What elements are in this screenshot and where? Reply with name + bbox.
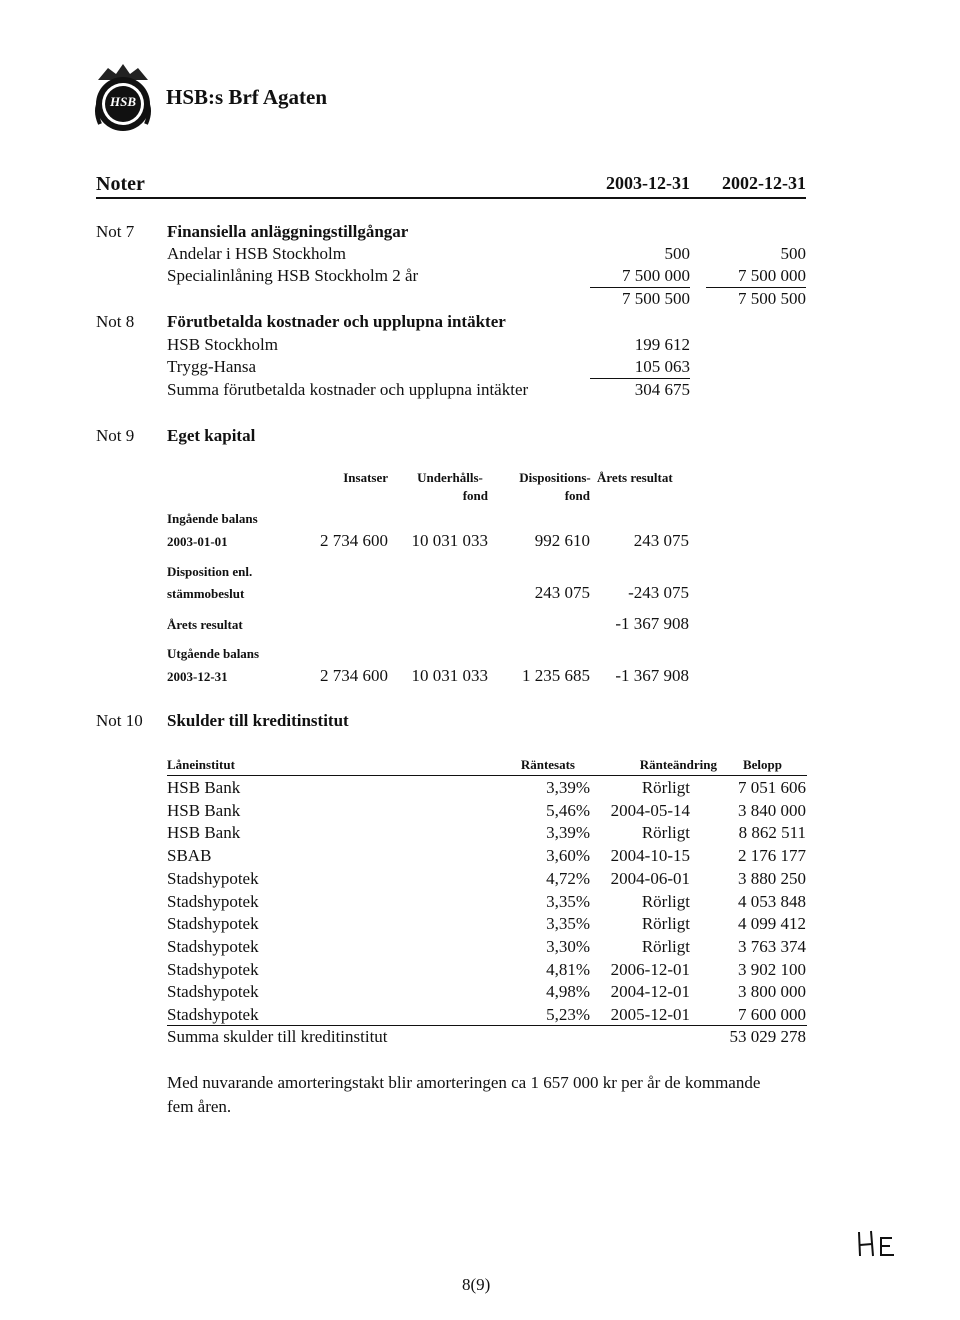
note9-row1-insatser: 2 734 600 [320, 531, 388, 550]
org-title: HSB:s Brf Agaten [166, 85, 328, 109]
note7-label: Not 7 [96, 222, 135, 241]
note10-label: Not 10 [96, 711, 143, 730]
loan-row-11-rantesats: 5,23% [546, 1005, 590, 1024]
note10-col-belopp: Belopp [742, 757, 782, 772]
note8-label: Not 8 [96, 312, 135, 331]
loan-row-9-institut: Stadshypotek [167, 959, 259, 979]
loan-row-9-rantandring: 2006-12-01 [610, 959, 690, 979]
loan-row-6-institut: Stadshypotek [167, 891, 259, 911]
note9-row4-disp: 1 235 685 [522, 666, 590, 685]
loan-row-6-belopp: 4 053 848 [738, 891, 806, 911]
loan-row-7-rantesats: 3,35% [546, 914, 590, 934]
loan-row-8-rantesats: 3,30% [546, 936, 590, 956]
note10-footnote-line2: fem åren. [167, 1097, 232, 1116]
note9-row1-disp: 992 610 [534, 531, 590, 550]
loan-row-4-rantesats: 3,60% [546, 846, 590, 866]
note7-row2-text: Specialinlåning HSB Stockholm 2 år [167, 266, 419, 285]
loan-row-7-belopp: 4 099 412 [738, 914, 806, 934]
loan-row-9-belopp: 3 902 100 [738, 959, 806, 979]
note10-header-rule [167, 775, 807, 776]
note7-rule-2 [706, 287, 806, 288]
note10-footnote-line1: Med nuvarande amorteringstakt blir amorteringen ca 1 657 000 kr per år de kommande [167, 1073, 761, 1092]
note10-heading: Skulder till kreditinstitut [167, 711, 349, 730]
note8-rule [590, 378, 690, 379]
loan-row-11-belopp: 7 600 000 [738, 1005, 806, 1024]
note7-row1-text: Andelar i HSB Stockholm [167, 244, 346, 263]
signature-icon [856, 1228, 900, 1260]
loan-row-4-rantandring: 2004-10-15 [610, 846, 690, 866]
note9-row4-arets: -1 367 908 [615, 666, 689, 685]
note9-row2-arets: -243 075 [628, 583, 689, 602]
note7-row1-v1: 500 [664, 244, 690, 263]
loan-row-10-belopp: 3 800 000 [738, 982, 806, 1002]
note10-total-value: 53 029 278 [729, 1027, 806, 1046]
loan-row-10-rantandring: 2004-12-01 [610, 982, 690, 1002]
note8-row1-text: HSB Stockholm [167, 335, 278, 354]
loan-row-6-rantesats: 3,35% [546, 891, 590, 911]
loan-row-8-belopp: 3 763 374 [738, 936, 806, 956]
note9-row1-underhall: 10 031 033 [411, 531, 488, 550]
loan-row-2-institut: HSB Bank [167, 800, 241, 820]
col-2003: 2003-12-31 [606, 173, 690, 193]
note7-total-v2: 7 500 500 [738, 289, 806, 308]
note8-row3-text: Summa förutbetalda kostnader och upplupna intäkter [167, 380, 529, 399]
loan-row-3-rantesats: 3,39% [546, 823, 590, 843]
note9-row2-label1: Disposition enl. [167, 564, 253, 579]
loan-row-1-rantesats: 3,39% [546, 778, 590, 797]
page-number: 8(9) [462, 1275, 491, 1294]
note9-col-disp-2: fond [564, 488, 590, 503]
loan-row-11-institut: Stadshypotek [167, 1005, 259, 1024]
note8-row1-v1: 199 612 [634, 335, 690, 354]
hsb-logo [92, 60, 154, 134]
loan-row-3-institut: HSB Bank [167, 823, 241, 843]
loan-row-2-rantandring: 2004-05-14 [610, 800, 690, 820]
col-2002: 2002-12-31 [722, 173, 806, 193]
loan-row-3-rantandring: Rörligt [641, 823, 690, 843]
note9-row3-arets: -1 367 908 [615, 614, 689, 633]
note8-heading: Förutbetalda kostnader och upplupna intäkter [167, 312, 506, 331]
loan-row-1-rantandring: Rörligt [641, 778, 690, 797]
handwritten-initials [856, 1228, 900, 1265]
loan-row-4-institut: SBAB [167, 846, 212, 866]
note9-col-insatser: Insatser [343, 470, 388, 485]
loan-row-5-belopp: 3 880 250 [738, 868, 806, 888]
loan-row-3-belopp: 8 862 511 [738, 823, 806, 843]
loan-row-5-rantesats: 4,72% [546, 868, 590, 888]
note7-rule-1 [590, 287, 690, 288]
loan-row-5-rantandring: 2004-06-01 [610, 868, 690, 888]
note10-col-rantandring: Ränteändring [639, 757, 717, 772]
note7-heading: Finansiella anläggningstillgångar [167, 222, 409, 241]
loan-row-7-rantandring: Rörligt [641, 914, 690, 934]
note9-row1-label2: 2003-01-01 [167, 534, 228, 549]
header-rule [96, 197, 806, 199]
note7-row2-v1: 7 500 000 [622, 266, 690, 285]
loan-row-11-rantandring: 2005-12-01 [610, 1005, 690, 1024]
note9-row1-arets: 243 075 [633, 531, 689, 550]
note10-col-rantesats: Räntesats [520, 757, 575, 772]
note9-row4-label2: 2003-12-31 [167, 669, 228, 684]
loan-row-10-rantesats: 4,98% [546, 982, 590, 1002]
note9-col-disp-1: Dispositions- [519, 470, 591, 485]
note10-col-institut: Låneinstitut [167, 757, 235, 772]
note9-heading: Eget kapital [167, 426, 256, 445]
note9-col-arets: Årets resultat [597, 470, 673, 485]
loan-row-4-belopp: 2 176 177 [738, 846, 806, 866]
note9-row4-label1: Utgående balans [167, 646, 260, 661]
loan-row-1-institut: HSB Bank [167, 778, 241, 797]
logo-text: HSB [109, 94, 136, 109]
note9-row2-disp: 243 075 [534, 583, 590, 602]
note8-row2-v1: 105 063 [634, 357, 690, 376]
note9-row2-label2: stämmobeslut [167, 586, 245, 601]
note10-total-rule [167, 1025, 807, 1026]
loan-row-10-institut: Stadshypotek [167, 982, 259, 1002]
note9-label: Not 9 [96, 426, 135, 445]
note9-col-underhall-1: Underhålls- [417, 470, 483, 485]
loan-row-2-rantesats: 5,46% [546, 800, 590, 820]
note9-row1-label1: Ingående balans [167, 511, 258, 526]
loan-row-1-belopp: 7 051 606 [738, 778, 806, 797]
loan-row-5-institut: Stadshypotek [167, 868, 259, 888]
note9-row3-label2: Årets resultat [167, 617, 243, 632]
loan-row-9-rantesats: 4,81% [546, 959, 590, 979]
note8-row3-v1: 304 675 [634, 380, 690, 399]
note8-row2-text: Trygg-Hansa [167, 357, 257, 376]
notes-title: Noter [96, 173, 145, 195]
loan-row-7-institut: Stadshypotek [167, 914, 259, 934]
note10-total-label: Summa skulder till kreditinstitut [167, 1027, 388, 1046]
loan-row-2-belopp: 3 840 000 [738, 800, 806, 820]
note9-row4-underhall: 10 031 033 [411, 666, 488, 685]
loan-row-6-rantandring: Rörligt [641, 891, 690, 911]
note7-row1-v2: 500 [780, 244, 806, 263]
note9-col-underhall-2: fond [462, 488, 488, 503]
loan-row-8-rantandring: Rörligt [641, 936, 690, 956]
note7-row2-v2: 7 500 000 [738, 266, 806, 285]
loan-row-8-institut: Stadshypotek [167, 936, 259, 956]
note9-row4-insatser: 2 734 600 [320, 666, 388, 685]
note7-total-v1: 7 500 500 [622, 289, 690, 308]
